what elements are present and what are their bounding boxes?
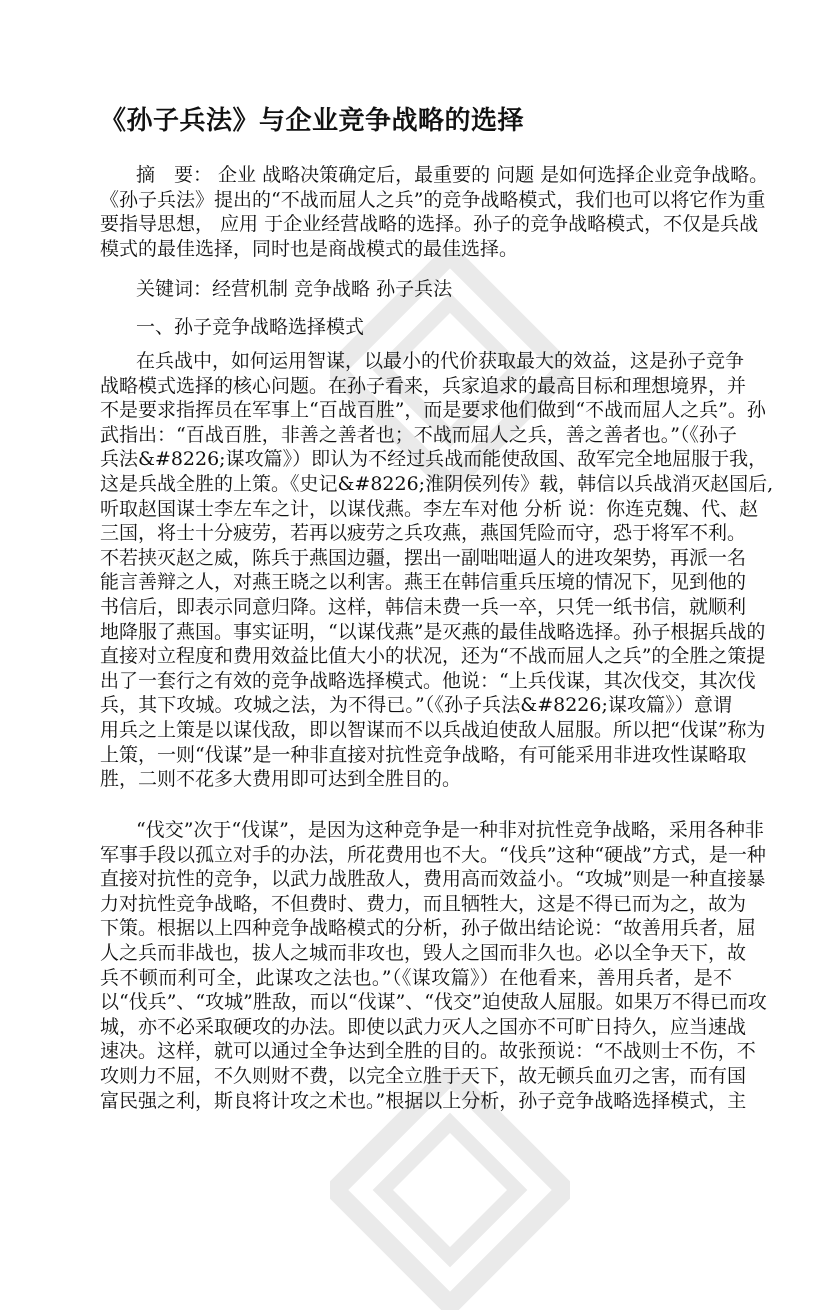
section-heading-text: 一、孙子竞争战略选择模式	[136, 316, 365, 338]
text-line: 用兵之上策是以谋伐敌，即以智谋而不以兵战迫使敌人屈服。所以把“伐谋”称为	[100, 718, 766, 741]
text-line: 能言善辩之人，对燕王晓之以利害。燕王在韩信重兵压境的情况下，见到他的	[100, 571, 747, 594]
text-line: 下策。根据以上四种竞争战略模式的分析，孙子做出结论说：“故善用兵者，屈	[100, 917, 756, 940]
text-line: 攻则力不屈，不久则财不费，以完全立胜于天下，故无顿兵血刃之害，而有国	[100, 1064, 747, 1087]
text-line: 上策，一则“伐谋”是一种非直接对抗性竞争战略，有可能采用非进攻性谋略取	[100, 743, 747, 766]
keywords-line: 关键词：经营机制 竞争战略 孙子兵法	[136, 278, 453, 300]
text-line: 富民强之利，斯良将计攻之术也。”根据以上分析，孙子竞争战略选择模式，主	[100, 1089, 747, 1112]
text-line: 在兵战中，如何运用智谋，以最小的代价获取最大的效益，这是孙子竞争	[136, 350, 745, 372]
text-line: 出了一套行之有效的竞争战略选择模式。他说：“上兵伐谋，其次伐交，其次伐	[100, 669, 756, 692]
text-line: 城，亦不必采取硬攻的办法。即使以武力灭人之国亦不可旷日持久，应当速战	[100, 1015, 747, 1038]
paragraph-1	[100, 349, 774, 792]
text-line: 不是要求指挥员在军事上“百战百胜”，而是要求他们做到“不战而屈人之兵”。孙	[100, 399, 766, 422]
section-heading	[100, 315, 732, 340]
text-line: 书信后，即表示同意归降。这样，韩信未费一兵一卒，只凭一纸书信，就顺利	[100, 595, 747, 618]
text-line: 地降服了燕国。事实证明，“以谋伐燕”是灭燕的最佳战略选择。孙子根据兵战的	[100, 620, 766, 643]
text-line: 直接对抗性的竞争，以武力战胜敌人，费用高而效益小。“攻城”则是一种直接暴	[100, 868, 766, 891]
text-line: 要指导思想， 应用 于企业经营战略的选择。孙子的竞争战略模式，不仅是兵战	[100, 213, 759, 236]
document-title: 《孙子兵法》与企业竞争战略的选择	[100, 106, 525, 136]
text-line: 模式的最佳选择，同时也是商战模式的最佳选择。	[100, 237, 519, 260]
text-line: 力对抗性竞争战略，不但费时、费力，而且牺牲大，这是不得已而为之，故为	[100, 892, 747, 915]
abstract	[100, 163, 769, 261]
text-line: 战略模式选择的核心问题。在孙子看来，兵家追求的最高目标和理想境界，并	[100, 374, 747, 397]
text-line: 以“伐兵”、“攻城”胜敌，而以“伐谋”、“伐交”迫使敌人屈服。如果万不得已而攻	[100, 991, 767, 1014]
text-line: 兵不顿而利可全，此谋攻之法也。”（《谋攻篇》）在他看来，善用兵者，是不	[100, 966, 732, 989]
text-line: 摘 要： 企业 战略决策确定后，最重要的 问题 是如何选择企业竞争战略。	[136, 164, 769, 186]
keywords	[100, 277, 732, 302]
text-line: 《孙子兵法》提出的“不战而屈人之兵”的竞争战略模式，我们也可以将它作为重	[100, 188, 766, 211]
text-line: “伐交”次于“伐谋”，是因为这种竞争是一种非对抗性竞争战略，采用各种非	[136, 819, 764, 841]
text-line: 直接对立程度和费用效益比值大小的状况，还为“不战而屈人之兵”的全胜之策提	[100, 645, 766, 668]
paragraph-2	[100, 818, 767, 1113]
text-line: 不若挟灭赵之威，陈兵于燕国边疆，摆出一副咄咄逼人的进攻架势，再派一名	[100, 546, 747, 569]
text-line: 兵，其下攻城。攻城之法，为不得已。”（《孙子兵法&#8226;谋攻篇》）意谓	[100, 694, 732, 717]
text-line: 速决。这样，就可以通过全争达到全胜的目的。故张预说：“不战则士不伤，不	[100, 1040, 756, 1063]
text-line: 武指出：“百战百胜，非善之善者也；不战而屈人之兵，善之善者也。”（《孙子	[100, 423, 737, 446]
text-line: 人之兵而非战也，拔人之城而非攻也，毁人之国而非久也。必以全争天下，故	[100, 941, 747, 964]
text-line: 胜，二则不花多大费用即可达到全胜目的。	[100, 768, 462, 791]
text-line: 军事手段以孤立对手的办法，所花费用也不大。“伐兵”这种“硬战”方式，是一种	[100, 843, 766, 866]
text-line: 这是兵战全胜的上策。《史记&#8226;淮阴侯列传》载，韩信以兵战消灭赵国后,	[100, 472, 774, 495]
text-line: 听取赵国谋士李左车之计，以谋伐燕。李左车对他 分析 说：你连克魏、代、赵	[100, 497, 759, 520]
text-line: 三国，将士十分疲劳，若再以疲劳之兵攻燕，燕国凭险而守，恐于将军不利。	[100, 522, 747, 545]
text-line: 兵法&#8226;谋攻篇》）即认为不经过兵战而能使敌国、敌军完全地屈服于我，	[100, 448, 768, 471]
